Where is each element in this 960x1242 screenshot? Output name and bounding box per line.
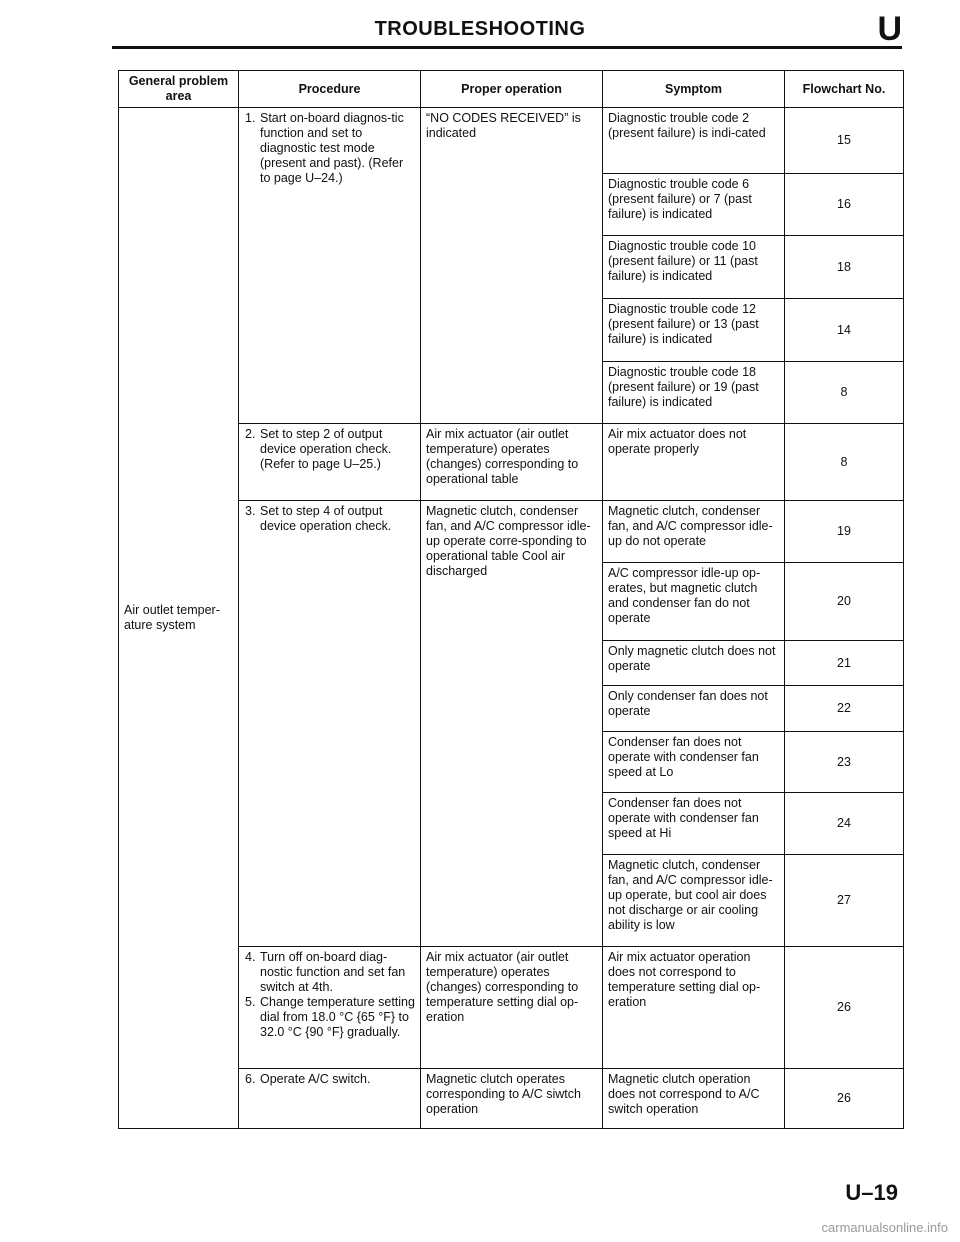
flowchart-number: 16 [785,174,904,236]
procedure-text: Change temperature setting dial from 18.0 °C {65 °F} to 32.0 °C {90 °F} gradually. [260,995,415,1039]
page-number: U–19 [845,1180,898,1205]
symptom-cell: Only magnetic clutch does not operate [603,641,785,686]
procedure-cell [239,947,421,1069]
symptom-cell: Air mix actuator does not operate properly [603,424,785,501]
symptom-cell: Condenser fan does not operate with condenser fan speed at Lo [603,732,785,793]
page-title: TROUBLESHOOTING [374,18,586,40]
procedure-cell [239,1069,421,1129]
proper-operation-cell: Magnetic clutch operates corresponding to A/C siwtch operation [421,1069,603,1129]
procedure-text: Start on-board diagnos-tic function and set to diagnostic test mode (present and past). (Refer to page U–24.) [260,111,404,185]
symptom-cell: Air mix actuator operation does not correspond to temperature setting dial op-eration [603,947,785,1069]
proper-operation-cell: Magnetic clutch, condenser fan, and A/C compressor idle-up operate corre-sponding to operational table Cool air discharged [421,501,603,947]
flowchart-number: 20 [785,563,904,641]
title-rule [112,46,902,49]
flowchart-number: 26 [785,947,904,1069]
flowchart-number: 8 [785,362,904,424]
procedure-text: Turn off on-board diag-nostic function and set fan switch at 4th. [260,950,406,994]
watermark: carmanualsonline.info [821,1220,948,1235]
symptom-cell: Magnetic clutch, condenser fan, and A/C compressor idle-up do not operate [603,501,785,563]
column-header: General problem area [119,71,239,108]
symptom-cell: Only condenser fan does not operate [603,686,785,732]
procedure-cell [239,424,421,501]
step-number: 1. [245,111,256,125]
flowchart-number: 18 [785,236,904,299]
step-number: 4. [245,950,256,964]
procedure-cell [239,108,421,424]
symptom-cell: Diagnostic trouble code 6 (present failure) or 7 (past failure) is indicated [603,174,785,236]
proper-operation-cell: Air mix actuator (air outlet temperature) operates (changes) corresponding to operational table [421,424,603,501]
flowchart-number: 24 [785,793,904,855]
step-number: 2. [245,427,256,441]
step-number: 5. [245,995,256,1009]
troubleshooting-table [118,70,904,1129]
symptom-cell: Magnetic clutch operation does not correspond to A/C switch operation [603,1069,785,1129]
symptom-cell: Diagnostic trouble code 10 (present failure) or 11 (past failure) is indicated [603,236,785,299]
flowchart-number: 26 [785,1069,904,1129]
section-letter: U [877,10,902,48]
symptom-cell: Diagnostic trouble code 18 (present failure) or 19 (past failure) is indicated [603,362,785,424]
column-header: Flowchart No. [785,71,904,108]
step-number: 6. [245,1072,256,1086]
column-header: Proper operation [421,71,603,108]
flowchart-number: 8 [785,424,904,501]
symptom-cell: Diagnostic trouble code 12 (present failure) or 13 (past failure) is indicated [603,299,785,362]
step-number: 3. [245,504,256,518]
proper-operation-cell: “NO CODES RECEIVED” is indicated [421,108,603,424]
flowchart-number: 14 [785,299,904,362]
flowchart-number: 19 [785,501,904,563]
proper-operation-cell: Air mix actuator (air outlet temperature) operates (changes) corresponding to temperature setting dial op-eration [421,947,603,1069]
flowchart-number: 15 [785,108,904,174]
column-header: Procedure [239,71,421,108]
table-header-row [119,71,904,108]
table-row [119,108,904,174]
symptom-cell: Condenser fan does not operate with condenser fan speed at Hi [603,793,785,855]
procedure-cell [239,501,421,947]
symptom-cell: A/C compressor idle-up op-erates, but magnetic clutch and condenser fan do not operate [603,563,785,641]
column-header: Symptom [603,71,785,108]
flowchart-number: 23 [785,732,904,793]
procedure-text: Set to step 4 of output device operation check. [260,504,392,533]
procedure-text: Set to step 2 of output device operation check. (Refer to page U–25.) [260,427,392,471]
flowchart-number: 27 [785,855,904,947]
symptom-cell: Diagnostic trouble code 2 (present failure) is indi-cated [603,108,785,174]
procedure-text: Operate A/C switch. [260,1072,371,1086]
flowchart-number: 22 [785,686,904,732]
symptom-cell: Magnetic clutch, condenser fan, and A/C compressor idle-up operate, but cool air does not discharge or air cooling ability is low [603,855,785,947]
flowchart-number: 21 [785,641,904,686]
problem-area-cell: Air outlet temper-ature system [119,108,239,1129]
